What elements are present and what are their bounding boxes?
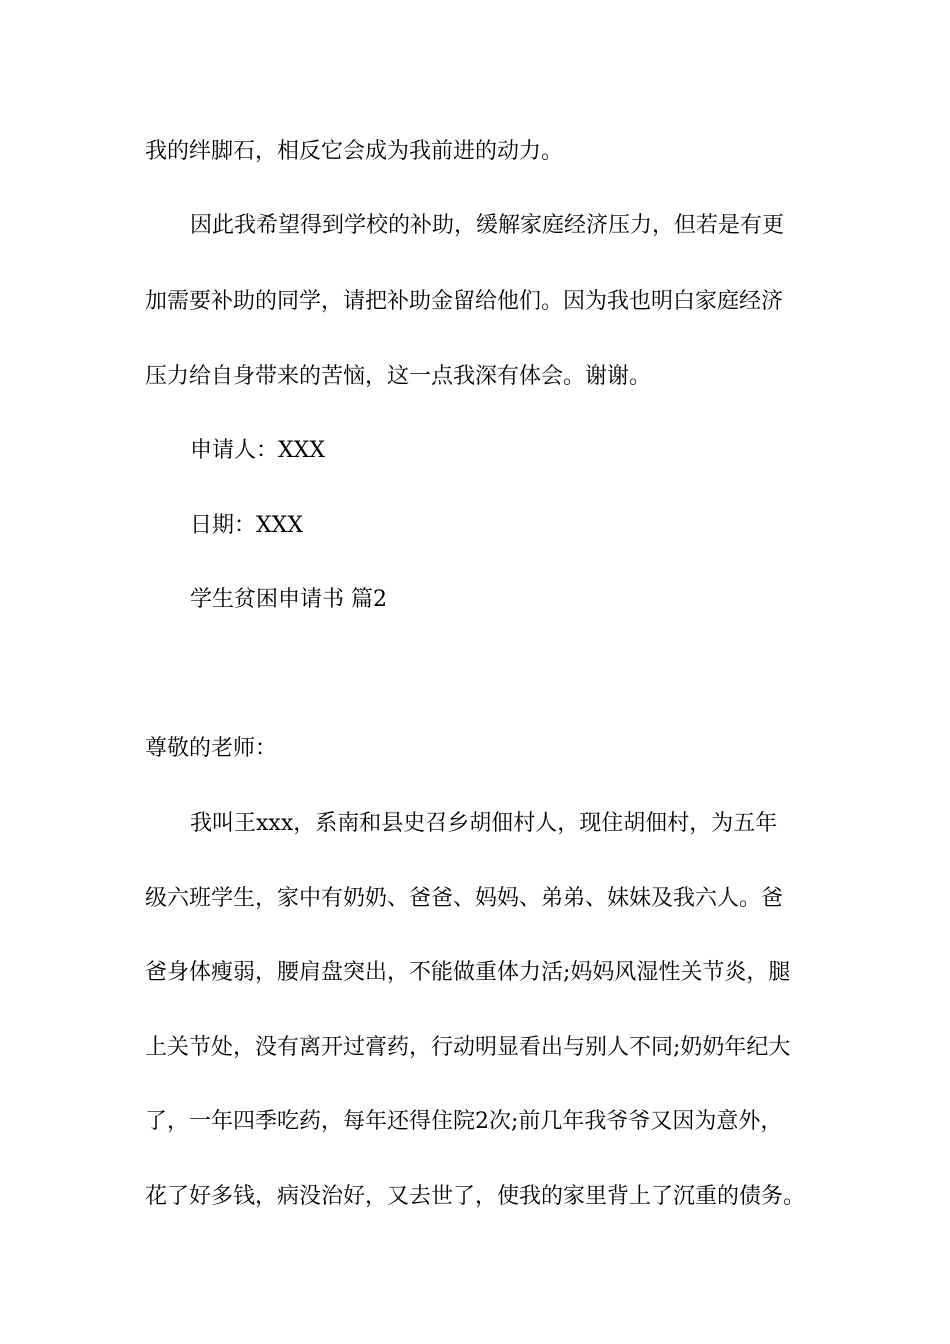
paragraph-line: 加需要补助的同学，请把补助金留给他们。因为我也明白家庭经济: [145, 289, 784, 314]
paragraph-line: 爸身体瘦弱，腰肩盘突出，不能做重体力活;妈妈风湿性关节炎，腿: [145, 960, 791, 985]
salutation: 尊敬的老师：: [145, 736, 278, 761]
paragraph-line: 花了好多钱，病没治好，又去世了，使我的家里背上了沉重的债务。: [145, 1184, 806, 1209]
paragraph-line: 我的绊脚石，相反它会成为我前进的动力。: [145, 139, 564, 164]
paragraph-line: 了，一年四季吃药，每年还得住院2次;前几年我爷爷又因为意外，: [145, 1109, 783, 1134]
section-heading: 学生贫困申请书 篇2: [190, 587, 387, 612]
applicant-line: 申请人：XXX: [190, 438, 325, 463]
paragraph-line: 上关节处，没有离开过膏药，行动明显看出与别人不同;奶奶年纪大: [145, 1035, 791, 1060]
paragraph-line: 我叫王xxx，系南和县史召乡胡佃村人，现住胡佃村，为五年: [190, 811, 778, 836]
paragraph-line: 级六班学生，家中有奶奶、爸爸、妈妈、弟弟、妹妹及我六人。爸: [145, 886, 784, 911]
paragraph-line: 压力给自身带来的苦恼，这一点我深有体会。谢谢。: [145, 364, 652, 389]
date-line: 日期：XXX: [190, 513, 303, 538]
paragraph-line: 因此我希望得到学校的补助，缓解家庭经济压力，但若是有更: [190, 213, 785, 238]
